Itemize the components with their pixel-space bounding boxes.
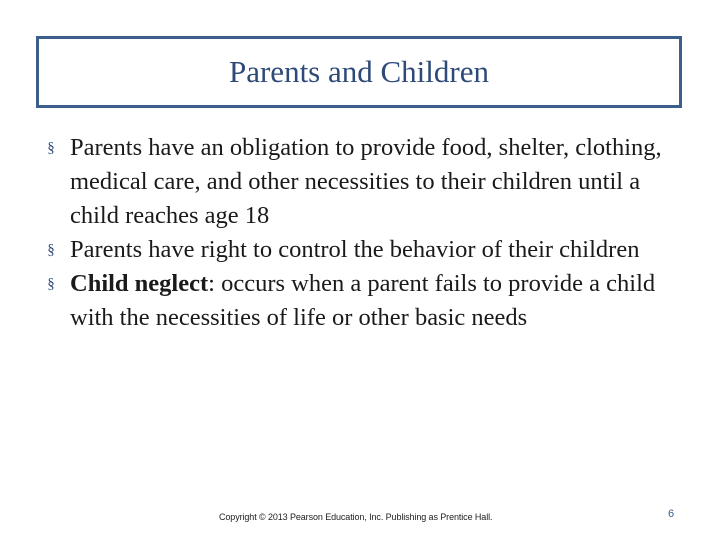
page-number: 6 xyxy=(668,508,675,520)
bullet-section-icon: § xyxy=(47,276,55,292)
bullet-text: : occurs when a parent fails to provide a child with the necessities of life or other basic needs xyxy=(70,270,656,331)
bullet-item xyxy=(44,267,694,335)
copyright-footer: Copyright © 2013 Pearson Education, Inc. Publishing as Prentice Hall. xyxy=(219,512,493,522)
bullet-section-icon: § xyxy=(47,242,55,258)
bullet-list xyxy=(44,131,694,335)
bullet-term-child-neglect: Child neglect xyxy=(70,270,209,297)
bullet-item xyxy=(44,131,694,233)
slide-title-box xyxy=(36,36,682,108)
bullet-text: Parents have right to control the behavior of their children xyxy=(70,236,640,263)
bullet-text: Parents have an obligation to provide food, shelter, clothing, medical care, and other necessities to their children until a child reaches age 18 xyxy=(70,134,662,229)
slide-title: Parents and Children xyxy=(228,54,489,89)
bullet-item xyxy=(44,233,694,267)
bullet-section-icon: § xyxy=(47,140,55,156)
